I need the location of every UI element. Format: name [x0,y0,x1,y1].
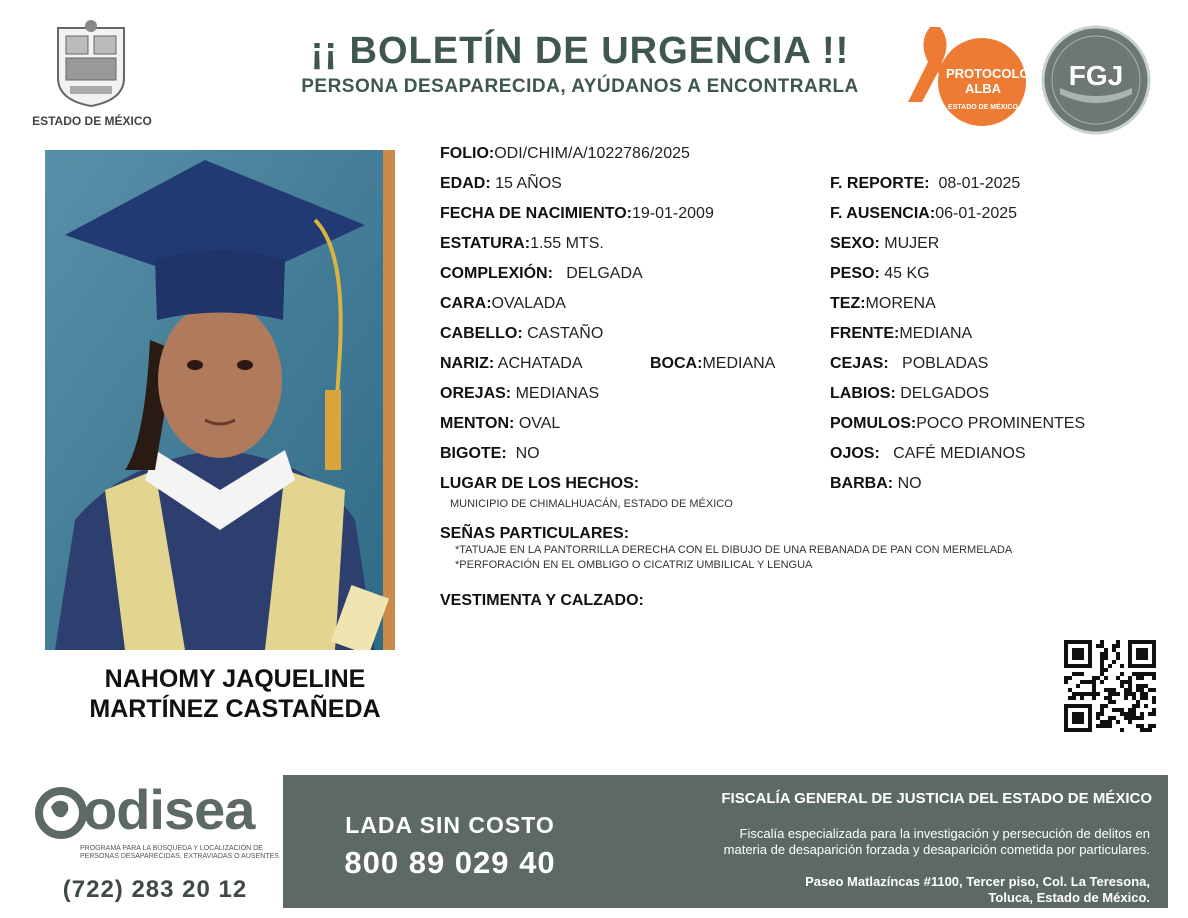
field-tez-value: MORENA [865,295,936,312]
bulletin-subtitle: PERSONA DESAPARECIDA, AYÚDANOS A ENCONTRARLA [301,76,859,97]
vestimenta-label: VESTIMENTA Y CALZADO: [440,592,644,609]
field-lugar-value: MUNICIPIO DE CHIMALHUACÁN, ESTADO DE MÉXICO [450,498,733,510]
field-complexion [440,265,643,283]
field-orejas-label: OREJAS: [440,385,512,402]
fgj-logo-text: FGJ [1068,60,1124,91]
field-estatura-label: ESTATURA: [440,235,531,252]
bulletin-title: ¡¡ BOLETÍN DE URGENCIA !! [310,30,850,72]
person-name-line2: MARTÍNEZ CASTAÑEDA [89,695,381,723]
field-estatura [440,235,604,253]
field-boca-label: BOCA: [650,355,703,372]
fgj-addr-line1: Paseo Matlazíncas #1100, Tercer piso, Col. La Teresona, [805,874,1150,889]
field-peso-label: PESO: [830,265,880,282]
field-fecha-nacimiento [440,205,714,223]
field-menton-label: MENTON: [440,415,515,432]
field-bigote-value: NO [515,445,540,462]
field-f-ausencia [830,205,1017,223]
field-bigote-label: BIGOTE: [440,445,507,462]
odisea-logo [35,778,275,845]
senas-label: SEÑAS PARTICULARES: [440,525,630,542]
field-nariz [440,355,583,373]
field-f-ausencia-value: 06-01-2025 [935,205,1018,222]
field-frente-label: FRENTE: [830,325,900,342]
field-ojos [830,445,1026,463]
field-cejas [830,355,988,373]
field-nariz-value: ACHATADA [497,355,583,372]
field-ojos-label: OJOS: [830,445,880,462]
field-pomulos [830,415,1085,433]
field-complexion-value: DELGADA [566,265,643,282]
senas-line2: *PERFORACIÓN EN EL OMBLIGO O CICATRIZ UMBILICAL Y LENGUA [455,559,813,571]
field-labios [830,385,989,403]
field-estatura-value: 1.55 MTS. [530,235,604,252]
field-orejas [440,385,599,403]
field-bigote [440,445,540,463]
odisea-subtitle: PROGRAMA PARA LA BÚSQUEDA Y LOCALIZACIÓN DE PERSONAS DESAPARECIDAS, EXTRAVIADAS O AUSENTES [80,845,279,860]
field-menton-value: OVAL [518,415,561,432]
field-folio-value: ODI/CHIM/A/1022786/2025 [494,145,690,162]
field-fecha-nacimiento-value: 19-01-2009 [632,205,714,222]
field-f-reporte [830,175,1020,193]
field-nariz-label: NARIZ: [440,355,495,372]
field-cabello-value: CASTAÑO [527,325,604,342]
fgj-name: FISCALÍA GENERAL DE JUSTICIA DEL ESTADO DE MÉXICO [721,790,1152,807]
field-barba-value: NO [897,475,922,492]
odisea-phone[interactable]: (722) 283 20 12 [62,876,248,903]
alba-line3: ESTADO DE MÉXICO [948,104,1018,111]
fgj-logo [1040,24,1152,136]
field-tez-label: TEZ: [830,295,866,312]
field-frente-value: MEDIANA [899,325,973,342]
field-cejas-value: POBLADAS [902,355,989,372]
field-barba-label: BARBA: [830,475,894,492]
person-photo [45,150,395,650]
estado-mexico-seal [52,20,130,108]
field-barba [830,475,922,493]
lada-number[interactable]: 800 89 029 40 [344,845,556,880]
field-tez [830,295,936,313]
field-boca [650,355,775,373]
field-menton [440,415,560,433]
field-fecha-nacimiento-label: FECHA DE NACIMIENTO: [440,205,632,222]
field-cara-value: OVALADA [491,295,566,312]
person-name [40,664,430,724]
field-lugar [440,475,639,493]
alba-line1: PROTOCOLO [946,66,1030,81]
field-folio-label: FOLIO: [440,145,495,162]
field-labios-label: LABIOS: [830,385,896,402]
field-sexo-label: SEXO: [830,235,880,252]
field-cara [440,295,566,313]
fgj-addr-line2: Toluca, Estado de México. [988,890,1150,905]
fgj-desc-line2: materia de desaparición forzada y desaparición cometida por particulares. [723,842,1150,857]
field-boca-value: MEDIANA [702,355,776,372]
field-lugar-label: LUGAR DE LOS HECHOS: [440,475,640,492]
field-f-ausencia-label: F. AUSENCIA: [830,205,936,222]
field-cara-label: CARA: [440,295,492,312]
person-name-line1: NAHOMY JAQUELINE [104,665,366,693]
fgj-desc-line1: Fiscalía especializada para la investigación y persecución de delitos en [739,826,1150,841]
qr-code[interactable] [1064,640,1156,732]
field-pomulos-value: POCO PROMINENTES [916,415,1086,432]
field-sexo-value: MUJER [884,235,940,252]
field-cabello-label: CABELLO: [440,325,523,342]
lada-label: LADA SIN COSTO [345,812,555,838]
field-labios-value: DELGADOS [900,385,990,402]
protocolo-alba-logo [900,22,1030,132]
field-ojos-value: CAFÉ MEDIANOS [893,445,1026,462]
field-edad-value: 15 AÑOS [495,175,562,192]
alba-line2: ALBA [964,81,1002,96]
field-peso [830,265,930,283]
estado-mexico-label: ESTADO DE MÉXICO [32,114,152,128]
field-edad [440,175,562,193]
field-folio [440,145,690,163]
field-sexo [830,235,939,253]
field-complexion-label: COMPLEXIÓN: [440,265,553,282]
field-peso-value: 45 KG [884,265,930,282]
field-cabello [440,325,603,343]
field-edad-label: EDAD: [440,175,491,192]
fgj-description [600,826,1150,858]
senas-line1: *TATUAJE EN LA PANTORRILLA DERECHA CON EL DIBUJO DE UNA REBANADA DE PAN CON MERMELADA [455,544,1013,556]
field-f-reporte-label: F. REPORTE: [830,175,930,192]
field-orejas-value: MEDIANAS [515,385,600,402]
field-frente [830,325,972,343]
field-f-reporte-value: 08-01-2025 [938,175,1021,192]
odisea-logo-text: odisea [83,778,255,841]
field-cejas-label: CEJAS: [830,355,889,372]
field-pomulos-label: POMULOS: [830,415,917,432]
fgj-address [600,874,1150,906]
